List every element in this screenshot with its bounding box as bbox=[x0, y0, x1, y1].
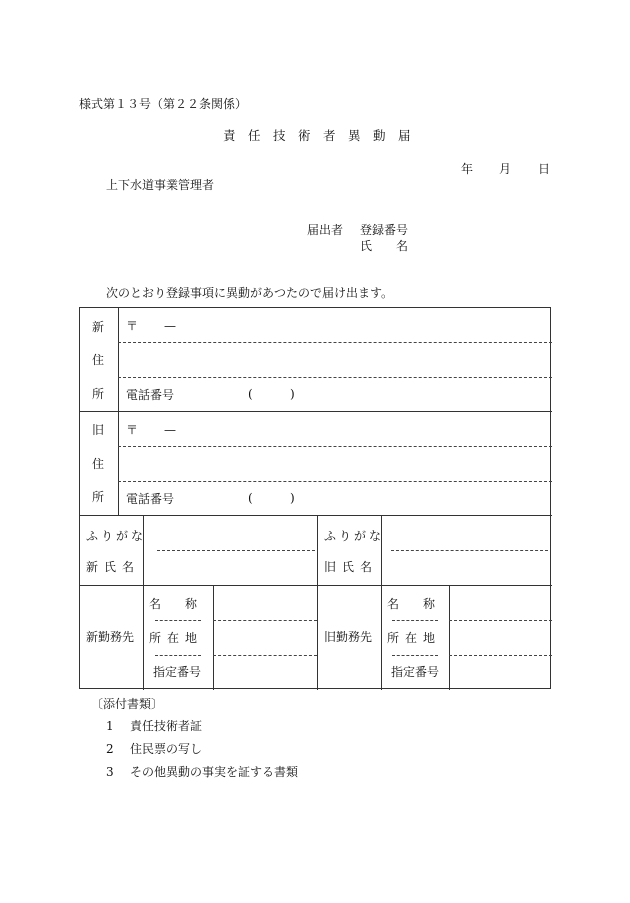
dashed-divider bbox=[118, 377, 552, 378]
form-number: 様式第１３号（第２２条関係） bbox=[79, 97, 248, 111]
new-address-label-1: 新 bbox=[92, 320, 105, 334]
attachment-text: 住民票の写し bbox=[130, 742, 203, 756]
new-address-label-2: 住 bbox=[92, 353, 105, 367]
intro-text: 次のとおり登録事項に異動があつたので届け出ます。 bbox=[106, 286, 394, 300]
new-phone-label: 電話番号 bbox=[126, 388, 175, 402]
attachment-number: 3 bbox=[106, 765, 114, 779]
addressee: 上下水道事業管理者 bbox=[106, 178, 215, 192]
postal-mark: 〒 bbox=[126, 319, 139, 333]
applicant-name-label: 氏 名 bbox=[360, 239, 409, 253]
new-address-label-3: 所 bbox=[92, 387, 105, 401]
dashed-divider bbox=[155, 655, 201, 656]
form-table bbox=[79, 307, 551, 689]
date-month: 月 bbox=[499, 162, 512, 176]
old-address-label-2: 住 bbox=[92, 457, 105, 471]
postal-dash: — bbox=[164, 423, 176, 437]
form-title: 責 任 技 術 者 異 動 届 bbox=[223, 128, 411, 143]
new-workplace-address-label: 所在地 bbox=[149, 631, 204, 645]
old-furigana-label: ふりがな bbox=[324, 529, 385, 543]
dashed-divider bbox=[157, 550, 315, 551]
old-workplace-number-label: 指定番号 bbox=[391, 665, 440, 679]
paren-close: ) bbox=[290, 387, 295, 401]
attachment-number: 2 bbox=[106, 742, 114, 756]
date-day: 日 bbox=[538, 162, 551, 176]
old-phone-label: 電話番号 bbox=[126, 492, 175, 506]
date-year: 年 bbox=[461, 162, 474, 176]
attachment-text: その他異動の事実を証する書類 bbox=[130, 765, 299, 779]
new-workplace-name-label: 名 称 bbox=[149, 597, 198, 611]
dashed-divider bbox=[118, 446, 552, 447]
new-name-label: 新氏名 bbox=[86, 560, 141, 574]
paren-close: ) bbox=[290, 491, 295, 505]
divider bbox=[213, 585, 214, 690]
dashed-divider bbox=[118, 342, 552, 343]
divider bbox=[317, 515, 318, 690]
divider bbox=[449, 585, 450, 690]
dashed-divider bbox=[213, 620, 317, 621]
paren-open: ( bbox=[248, 491, 253, 505]
new-furigana-label: ふりがな bbox=[86, 529, 147, 543]
postal-mark: 〒 bbox=[126, 423, 139, 437]
attachment-text: 責任技術者証 bbox=[130, 719, 203, 733]
dashed-divider bbox=[392, 620, 438, 621]
divider bbox=[80, 411, 552, 412]
dashed-divider bbox=[449, 620, 552, 621]
dashed-divider bbox=[213, 655, 317, 656]
old-workplace-address-label: 所在地 bbox=[387, 631, 442, 645]
old-name-label: 旧氏名 bbox=[324, 560, 379, 574]
dashed-divider bbox=[449, 655, 552, 656]
new-workplace-number-label: 指定番号 bbox=[153, 665, 202, 679]
divider bbox=[80, 515, 552, 516]
attachment-number: 1 bbox=[106, 719, 114, 733]
dashed-divider bbox=[118, 481, 552, 482]
dashed-divider bbox=[391, 550, 548, 551]
old-address-label-3: 所 bbox=[92, 490, 105, 504]
old-address-label-1: 旧 bbox=[92, 423, 105, 437]
divider bbox=[80, 585, 552, 586]
applicant-label: 届出者 bbox=[307, 223, 344, 237]
registration-number-label: 登録番号 bbox=[360, 223, 409, 237]
attachments-heading: 〔添付書類〕 bbox=[91, 697, 164, 711]
paren-open: ( bbox=[248, 387, 253, 401]
dashed-divider bbox=[155, 620, 201, 621]
postal-dash: — bbox=[164, 319, 176, 333]
dashed-divider bbox=[392, 655, 438, 656]
old-workplace-name-label: 名 称 bbox=[387, 597, 436, 611]
divider bbox=[118, 308, 119, 515]
old-workplace-label: 旧勤務先 bbox=[324, 630, 373, 644]
new-workplace-label: 新勤務先 bbox=[86, 630, 135, 644]
